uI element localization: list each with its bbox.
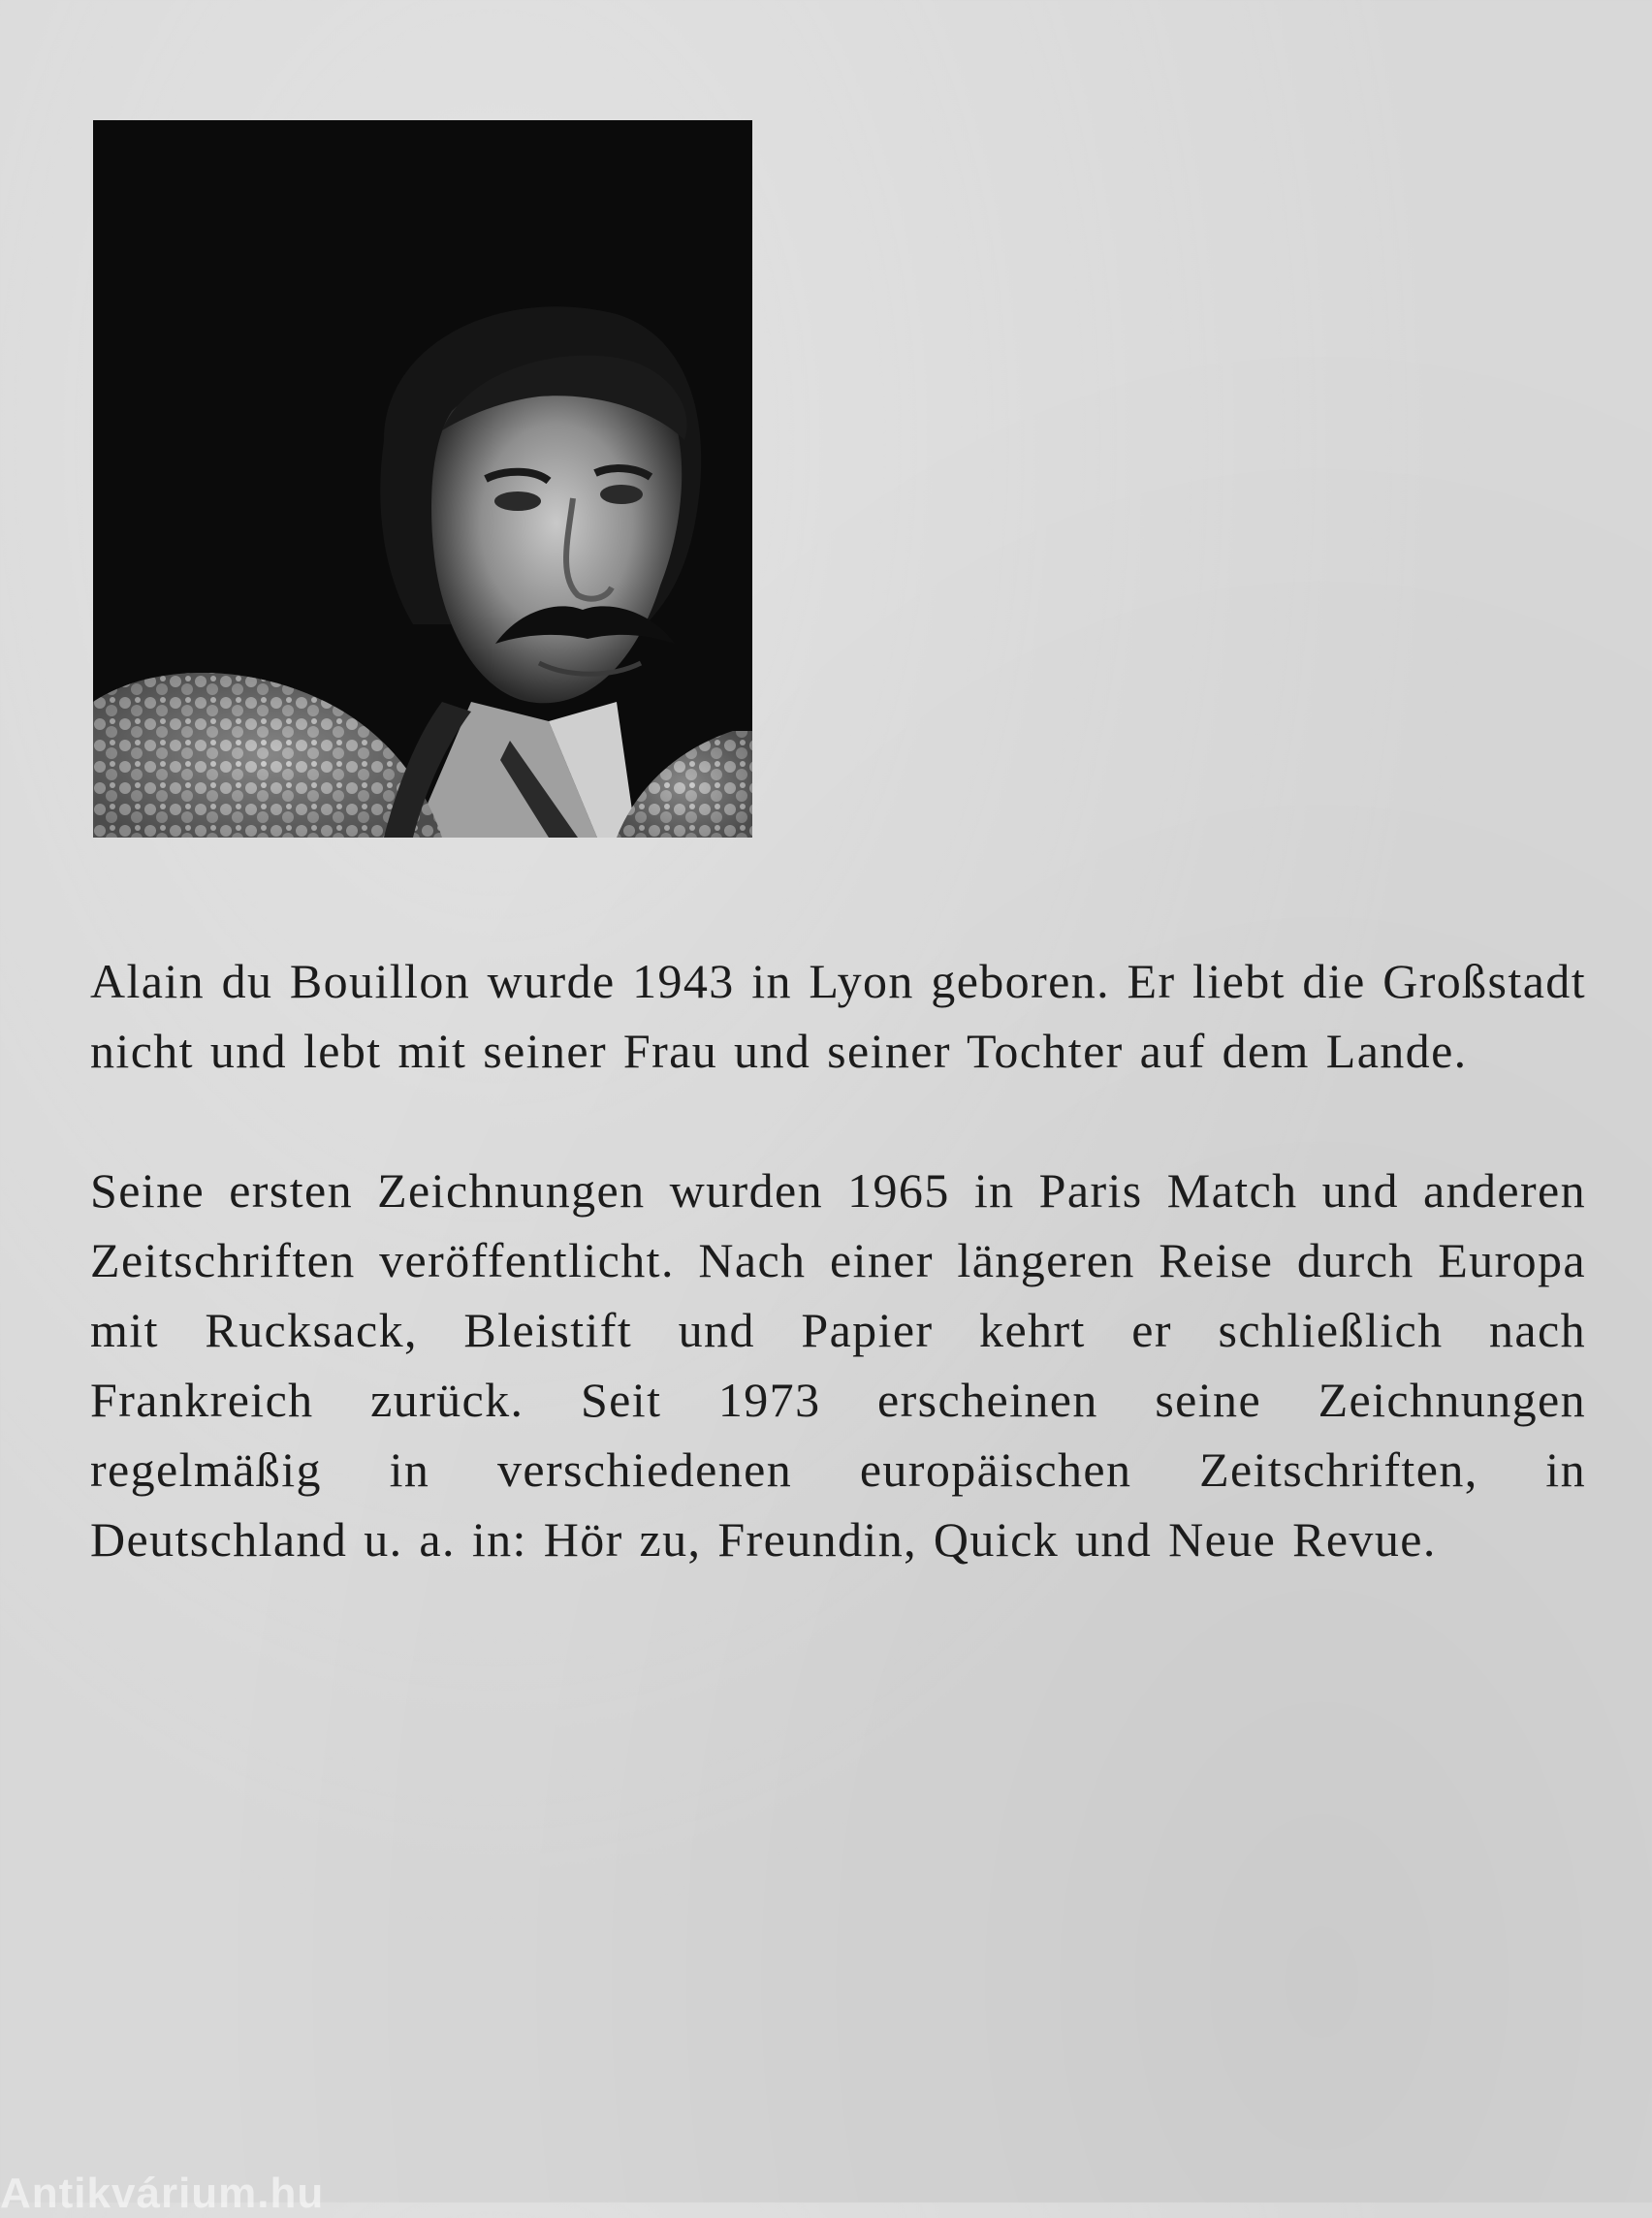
author-biography [90,946,1586,1574]
bio-paragraph-birth: Alain du Bouillon wurde 1943 in Lyon geboren. Er liebt die Großstadt nicht und lebt mit seiner Frau und seiner Tochter auf dem Lande. [90,954,1586,1078]
bio-paragraph-career: Seine ersten Zeichnungen wurden 1965 in Paris Match und anderen Zeitschriften veröffentlicht. Nach einer längeren Reise durch Europa mit Rucksack, Bleistift und Papier kehrt er schließlich nach Frankreich zurück. Seit 1973 erscheinen seine Zeichnungen regelmäßig in verschiedenen europäischen Zeitschriften, in Deutschland u. a. in: Hör zu, Freundin, Quick und Neue Revue. [90,1163,1586,1567]
author-portrait-photo [93,120,752,838]
portrait-illustration [93,120,752,838]
watermark-text: Antikvárium.hu [0,2170,325,2217]
